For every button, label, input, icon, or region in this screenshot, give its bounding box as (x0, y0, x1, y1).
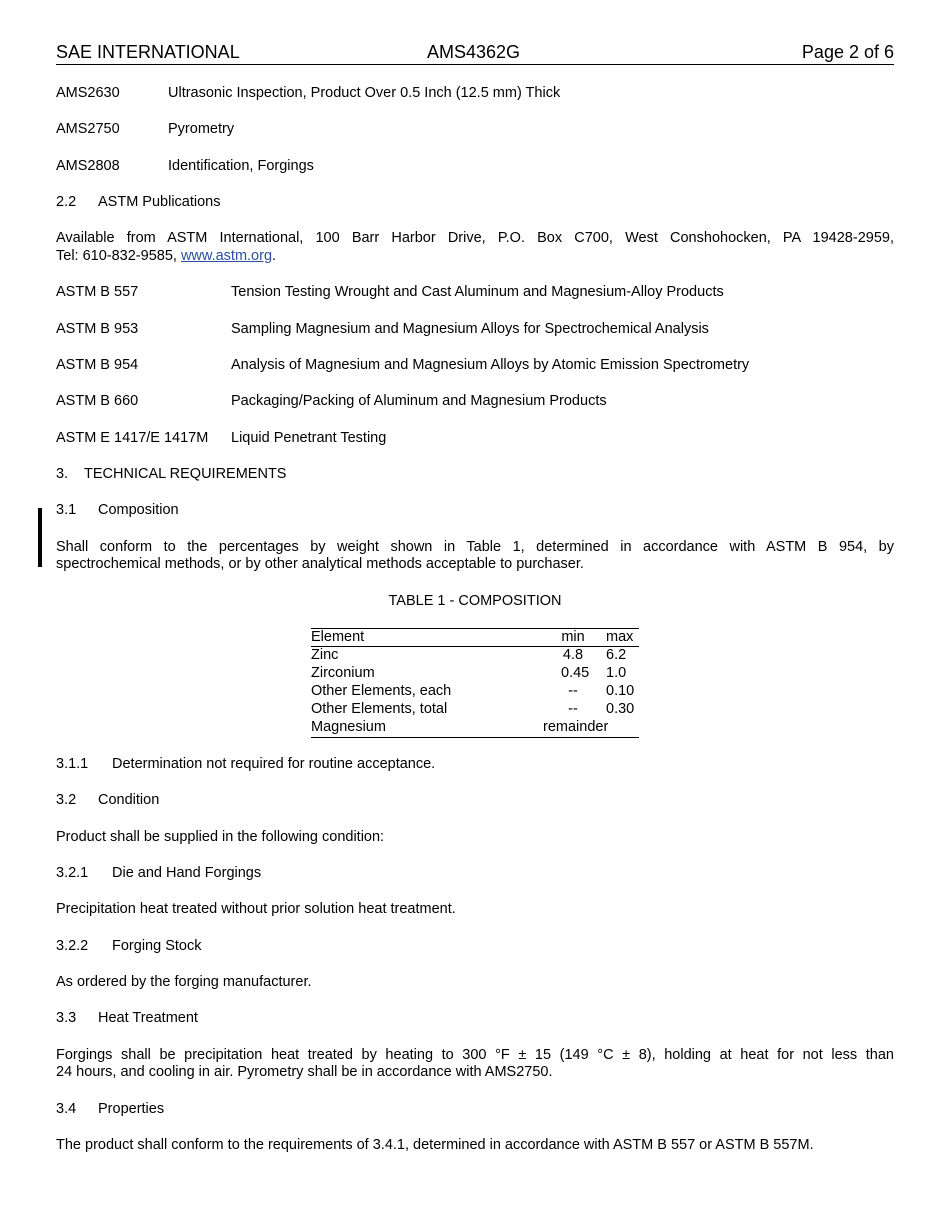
table-caption: TABLE 1 - COMPOSITION (388, 593, 562, 609)
section-2-2-number: 2.2 (56, 194, 77, 210)
header-organization: SAE INTERNATIONAL (56, 42, 240, 62)
table-row: Other Elements, total -- 0.30 (311, 701, 635, 717)
ref-ams-code: AMS2808 (56, 158, 120, 174)
ref-astm-code: ASTM B 660 (56, 393, 139, 409)
heat-treatment-paragraph-line2: 24 hours, and cooling in air. Pyrometry shall be in accordance with AMS2750. (56, 1064, 553, 1080)
composition-table (311, 628, 639, 738)
ref-astm-code: ASTM B 557 (56, 284, 139, 300)
section-3-4-number: 3.4 (56, 1101, 77, 1117)
section-3-4-title: Properties (98, 1101, 165, 1117)
table-row-remainder: Magnesium remainder (311, 719, 609, 735)
section-2-2-title: ASTM Publications (98, 194, 221, 210)
section-3-title: TECHNICAL REQUIREMENTS (84, 466, 287, 482)
ref-astm-code: ASTM B 953 (56, 321, 139, 337)
section-3-2-title: Condition (98, 792, 160, 808)
ref-ams-code: AMS2750 (56, 121, 120, 137)
ref-ams-title: Ultrasonic Inspection, Product Over 0.5 Inch (12.5 mm) Thick (168, 85, 561, 101)
ref-astm-title: Analysis of Magnesium and Magnesium Alloys by Atomic Emission Spectrometry (231, 357, 750, 373)
section-3-1-1-number: 3.1.1 (56, 756, 89, 772)
ref-astm-title: Sampling Magnesium and Magnesium Alloys for Spectrochemical Analysis (231, 321, 709, 337)
section-3-2-1-title: Die and Hand Forgings (112, 865, 262, 881)
revision-change-bar (38, 508, 42, 567)
properties-paragraph: The product shall conform to the requirements of 3.4.1, determined in accordance with ASTM B 557 or ASTM B 557M. (56, 1137, 814, 1153)
astm-website-link[interactable]: www.astm.org (180, 248, 273, 264)
page-header (56, 44, 894, 65)
section-3-3-title: Heat Treatment (98, 1010, 198, 1026)
table-row: Zirconium 0.45 1.0 (311, 665, 627, 681)
section-3-number: 3. (56, 466, 69, 482)
section-3-3-number: 3.3 (56, 1010, 77, 1026)
section-3-1-title: Composition (98, 502, 179, 518)
ref-astm-code: ASTM B 954 (56, 357, 139, 373)
composition-paragraph-line1: Shall conform to the percentages by weight shown in Table 1, determined in accordance with ASTM B 954, by (56, 539, 894, 555)
section-3-2-2-title: Forging Stock (112, 938, 202, 954)
table-header-row (311, 629, 639, 647)
header-element: Element (311, 629, 365, 645)
ref-ams-title: Pyrometry (168, 121, 235, 137)
header-page-number: Page 2 of 6 (801, 42, 894, 62)
ref-ams-title: Identification, Forgings (168, 158, 314, 174)
table-row: Zinc 4.8 6.2 (311, 647, 627, 663)
ref-astm-title: Liquid Penetrant Testing (231, 430, 387, 446)
section-3-2-2-number: 3.2.2 (56, 938, 89, 954)
table-row: Other Elements, each -- 0.10 (311, 683, 635, 699)
condition-paragraph: Product shall be supplied in the following condition: (56, 829, 385, 845)
header-max: max (606, 629, 634, 645)
astm-availability-line2: Tel: 610-832-9585, www.astm.org. (56, 248, 277, 264)
section-3-1-1-title: Determination not required for routine acceptance. (112, 756, 436, 772)
composition-paragraph-line2: spectrochemical methods, or by other analytical methods acceptable to purchaser. (56, 556, 584, 572)
forging-stock-paragraph: As ordered by the forging manufacturer. (56, 974, 312, 990)
section-3-1-number: 3.1 (56, 502, 77, 518)
ref-astm-code: ASTM E 1417/E 1417M (56, 430, 209, 446)
heat-treatment-paragraph-line1: Forgings shall be precipitation heat treated by heating to 300 °F ± 15 (149 °C ± 8), holding at heat for not less than (56, 1047, 894, 1063)
ref-ams-code: AMS2630 (56, 85, 120, 101)
forgings-paragraph: Precipitation heat treated without prior solution heat treatment. (56, 901, 456, 917)
header-min: min (561, 629, 585, 645)
ref-astm-title: Packaging/Packing of Aluminum and Magnesium Products (231, 393, 607, 409)
section-3-2-number: 3.2 (56, 792, 77, 808)
astm-availability-line1: Available from ASTM International, 100 Barr Harbor Drive, P.O. Box C700, West Conshohocken, PA 19428-2959, (56, 230, 894, 246)
section-3-2-1-number: 3.2.1 (56, 865, 89, 881)
ref-astm-title: Tension Testing Wrought and Cast Aluminum and Magnesium-Alloy Products (231, 284, 724, 300)
header-document-number: AMS4362G (427, 42, 521, 62)
